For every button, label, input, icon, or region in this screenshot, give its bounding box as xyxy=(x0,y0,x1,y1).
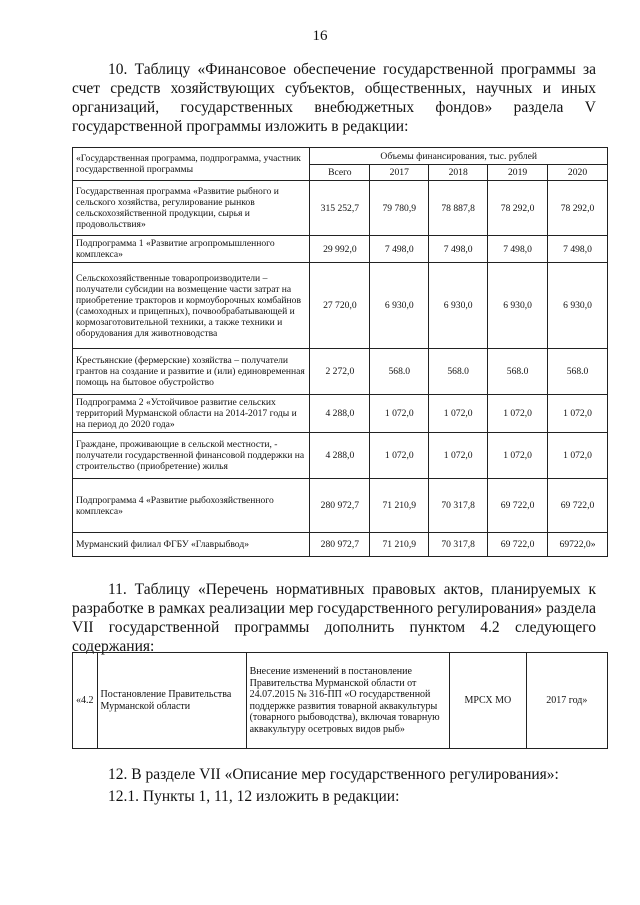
row-value: 1 072,0 xyxy=(488,395,548,433)
table-row xyxy=(73,395,608,433)
row-name: Государственная программа «Развитие рыбного и сельского хозяйства, регулирование рынков сельскохозяйственной продукции, сырья и продовольствия» xyxy=(73,181,310,236)
row-value: 69 722,0 xyxy=(548,479,608,533)
row-value: 4 288,0 xyxy=(310,433,370,479)
row-value: 2 272,0 xyxy=(310,349,370,395)
row-value: 27 720,0 xyxy=(310,263,370,349)
row-value: 79 780,9 xyxy=(370,181,429,236)
row-value: 1 072,0 xyxy=(548,395,608,433)
row-name: Граждане, проживающие в сельской местности, - получатели государственной финансовой поддержки на строительство (приобретение) жилья xyxy=(73,433,310,479)
row-value: 568.0 xyxy=(429,349,488,395)
row-name: Сельскохозяйственные товаропроизводители – получатели субсидии на возмещение части затрат на приобретение тракторов и кормоуборочных комбайнов (самоходных и прицепных), почвообрабатывающей и кормозаготовительной техники, а также техники и оборудования для животноводства xyxy=(73,263,310,349)
row-name: Крестьянские (фермерские) хозяйства – получатели грантов на создание и развитие и (или) единовременная помощь на бытовое обустройство xyxy=(73,349,310,395)
item-12-1-text: 12.1. Пункты 1, 11, 12 изложить в редакции: xyxy=(108,788,400,805)
row-value: 280 972,7 xyxy=(310,479,370,533)
table-row xyxy=(73,181,608,236)
item-10-text: 10. Таблицу «Финансовое обеспечение государственной программы за счет средств хозяйствующих субъектов, общественных, научных и иных организаций, государственных внебюджетных фондов» раздела V государственной программы изложить в редакции: xyxy=(72,61,596,135)
col-2020: 2020 xyxy=(548,165,608,181)
row-value: 6 930,0 xyxy=(488,263,548,349)
legal-acts-table xyxy=(72,652,608,749)
row-value: 70 317,8 xyxy=(429,533,488,557)
col-total: Всего xyxy=(310,165,370,181)
table-row xyxy=(73,433,608,479)
col-2019: 2019 xyxy=(488,165,548,181)
row-value: 1 072,0 xyxy=(488,433,548,479)
row-value: 315 252,7 xyxy=(310,181,370,236)
header-volumes: Объемы финансирования, тыс. рублей xyxy=(310,148,608,165)
row-value: 7 498,0 xyxy=(429,236,488,263)
row-value: 78 887,8 xyxy=(429,181,488,236)
table-row xyxy=(73,479,608,533)
row-value: 568.0 xyxy=(370,349,429,395)
item-12-text: 12. В разделе VII «Описание мер государственного регулирования»: xyxy=(108,766,559,783)
row-name: Подпрограмма 2 «Устойчивое развитие сельских территорий Мурманской области на 2014-2017 годы и на период до 2020 года» xyxy=(73,395,310,433)
row-value: 1 072,0 xyxy=(429,395,488,433)
financing-table xyxy=(72,147,608,557)
item-11-paragraph xyxy=(72,580,596,656)
row-value: 568.0 xyxy=(488,349,548,395)
row-value: 6 930,0 xyxy=(548,263,608,349)
row-value: 1 072,0 xyxy=(370,395,429,433)
row-name: Мурманский филиал ФГБУ «Главрыбвод» xyxy=(73,533,310,557)
row-value: 69 722,0 xyxy=(488,479,548,533)
row-value: 7 498,0 xyxy=(488,236,548,263)
row-value: 71 210,9 xyxy=(370,479,429,533)
table-header-row xyxy=(73,148,608,165)
row-value: 70 317,8 xyxy=(429,479,488,533)
act-content: Внесение изменений в постановление Правительства Мурманской области от 24.07.2015 № 316-ПП «О государственной поддержке развития товарной аквакультуры (товарного рыбоводства), включая товарную аквакультуру осетровых видов рыб» xyxy=(246,653,450,749)
col-2017: 2017 xyxy=(370,165,429,181)
act-type: Постановление Правительства Мурманской области xyxy=(97,653,246,749)
item-11-text: 11. Таблицу «Перечень нормативных правовых актов, планируемых к разработке в рамках реализации мер государственного регулирования» раздела VII государственной программы дополнить пунктом 4.2 следующего содержания: xyxy=(72,581,596,655)
item-10-paragraph xyxy=(72,60,596,136)
row-value: 71 210,9 xyxy=(370,533,429,557)
act-number: «4.2 xyxy=(73,653,98,749)
act-executor: МРСХ МО xyxy=(450,653,527,749)
table-row xyxy=(73,236,608,263)
header-program-name: «Государственная программа, подпрограмма, участник государственной программы xyxy=(73,148,310,181)
act-year: 2017 год» xyxy=(526,653,607,749)
row-value: 7 498,0 xyxy=(548,236,608,263)
page-number: 16 xyxy=(312,28,328,44)
table-row xyxy=(73,349,608,395)
col-2018: 2018 xyxy=(429,165,488,181)
table-row xyxy=(73,653,608,749)
row-value: 1 072,0 xyxy=(370,433,429,479)
row-value: 6 930,0 xyxy=(429,263,488,349)
row-value: 6 930,0 xyxy=(370,263,429,349)
row-value: 69722,0» xyxy=(548,533,608,557)
row-name: Подпрограмма 1 «Развитие агропромышленного комплекса» xyxy=(73,236,310,263)
row-value: 29 992,0 xyxy=(310,236,370,263)
table-row xyxy=(73,533,608,557)
row-value: 568.0 xyxy=(548,349,608,395)
row-value: 280 972,7 xyxy=(310,533,370,557)
row-value: 4 288,0 xyxy=(310,395,370,433)
row-value: 1 072,0 xyxy=(548,433,608,479)
table-row xyxy=(73,263,608,349)
row-value: 69 722,0 xyxy=(488,533,548,557)
row-value: 78 292,0 xyxy=(488,181,548,236)
row-value: 7 498,0 xyxy=(370,236,429,263)
row-value: 78 292,0 xyxy=(548,181,608,236)
row-value: 1 072,0 xyxy=(429,433,488,479)
row-name: Подпрограмма 4 «Развитие рыбохозяйственного комплекса» xyxy=(73,479,310,533)
